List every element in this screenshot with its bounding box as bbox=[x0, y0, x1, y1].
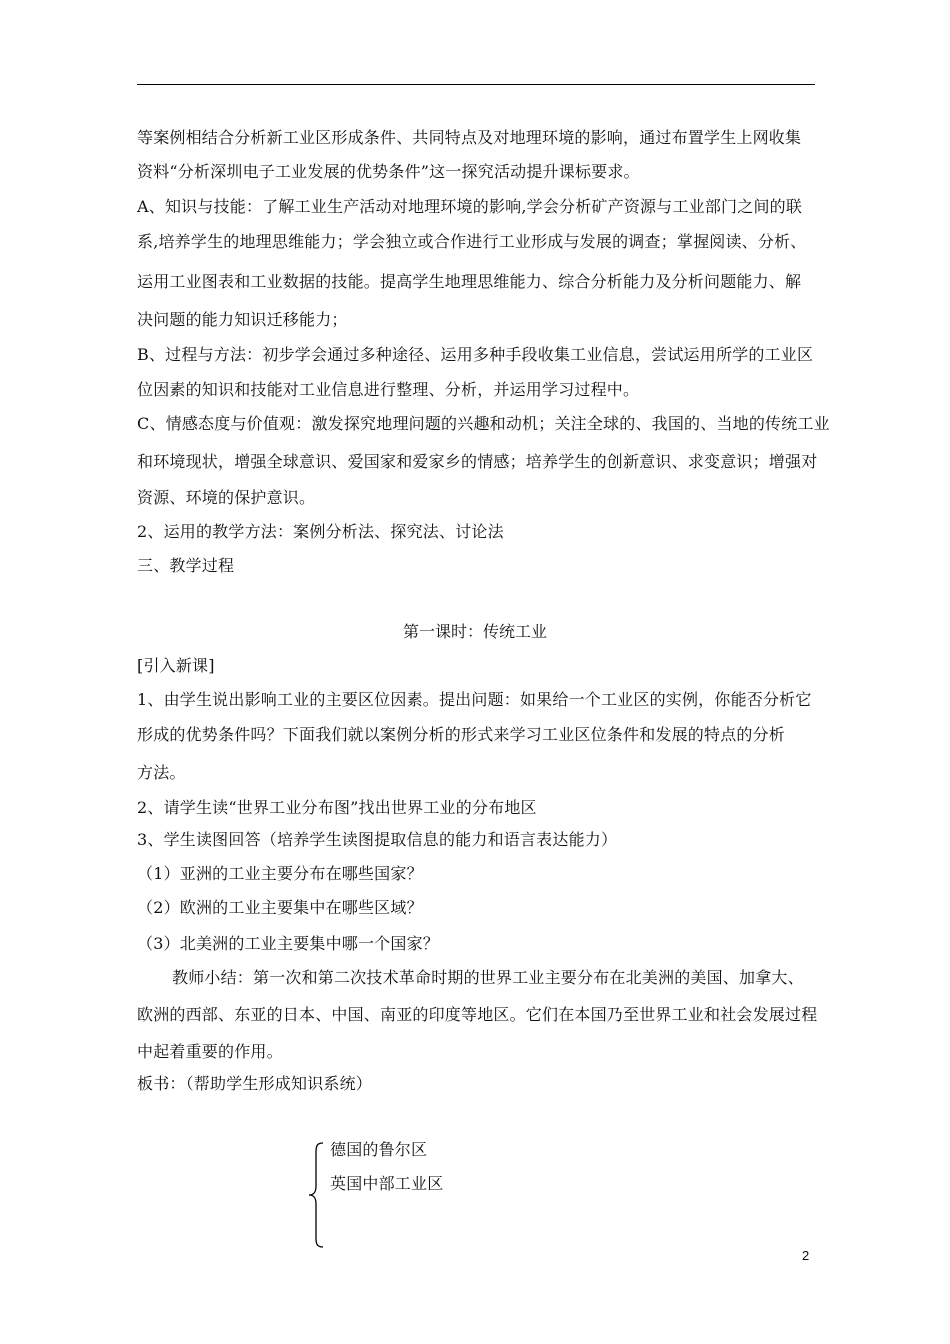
paragraph-line: 和环境现状，增强全球意识、爱国家和爱家乡的情感；培养学生的创新意识、求变意识；增强对 bbox=[137, 452, 818, 471]
question-item: （3）北美洲的工业主要集中哪一个国家？ bbox=[137, 934, 439, 953]
paragraph-line: 位因素的知识和技能对工业信息进行整理、分析，并运用学习过程中。 bbox=[137, 380, 640, 399]
paragraph-line: 3、学生读图回答（培养学生读图提取信息的能力和语言表达能力） bbox=[137, 830, 618, 849]
objective-attitude-line: C、情感态度与价值观：激发探究地理问题的兴趣和动机；关注全球的、我国的、当地的传统工业 bbox=[137, 414, 830, 433]
lesson-title: 第一课时：传统工业 bbox=[402, 622, 547, 641]
left-brace-icon bbox=[308, 1142, 328, 1248]
header-rule bbox=[137, 84, 815, 85]
summary-line: 教师小结：第一次和第二次技术革命时期的世界工业主要分布在北美洲的美国、加拿大、 bbox=[172, 968, 804, 987]
board-note-line: 板书：（帮助学生形成知识系统） bbox=[137, 1074, 373, 1093]
paragraph-line: 资料“分析深圳电子工业发展的优势条件”这一探究活动提升课标要求。 bbox=[137, 162, 640, 181]
paragraph-line: 形成的优势条件吗？下面我们就以案例分析的形式来学习工业区位条件和发展的特点的分析 bbox=[137, 725, 786, 744]
paragraph-line: 决问题的能力知识迁移能力； bbox=[137, 310, 348, 329]
teaching-methods-line: 2、运用的教学方法：案例分析法、探究法、讨论法 bbox=[137, 522, 504, 541]
page-number: 2 bbox=[802, 1248, 810, 1263]
paragraph-line: 欧洲的西部、东亚的日本、中国、南亚的印度等地区。它们在本国乃至世界工业和社会发展过程 bbox=[137, 1005, 818, 1024]
paragraph-line: 系,培养学生的地理思维能力；学会独立或合作进行工业形成与发展的调查；掌握阅读、分析、 bbox=[137, 232, 807, 251]
paragraph-line: 运用工业图表和工业数据的技能。提高学生地理思维能力、综合分析能力及分析问题能力、解 bbox=[137, 272, 802, 291]
paragraph-line: 等案例相结合分析新工业区形成条件、共同特点及对地理环境的影响，通过布置学生上网收集 bbox=[137, 128, 802, 147]
section-heading: 三、教学过程 bbox=[137, 556, 235, 575]
paragraph-line: 方法。 bbox=[137, 763, 186, 782]
paragraph-line: 2、请学生读“世界工业分布图”找出世界工业的分布地区 bbox=[137, 798, 537, 817]
question-item: （2）欧洲的工业主要集中在哪些区域？ bbox=[137, 898, 423, 917]
objective-process-line: B、过程与方法：初步学会通过多种途径、运用多种手段收集工业信息，尝试运用所学的工业区 bbox=[137, 345, 814, 364]
paragraph-line: 资源、环境的保护意识。 bbox=[137, 488, 316, 507]
paragraph-line: 中起着重要的作用。 bbox=[137, 1042, 283, 1061]
objective-knowledge-line: A、知识与技能：了解工业生产活动对地理环境的影响,学会分析矿产资源与工业部门之间的联 bbox=[137, 197, 803, 216]
paragraph-line: 1、由学生说出影响工业的主要区位因素。提出问题：如果给一个工业区的实例，你能否分析它 bbox=[137, 690, 812, 709]
question-item: （1）亚洲的工业主要分布在哪些国家？ bbox=[137, 864, 423, 883]
intro-label: [引入新课] bbox=[137, 656, 215, 675]
board-item: 英国中部工业区 bbox=[330, 1174, 444, 1193]
board-item: 德国的鲁尔区 bbox=[330, 1140, 428, 1159]
